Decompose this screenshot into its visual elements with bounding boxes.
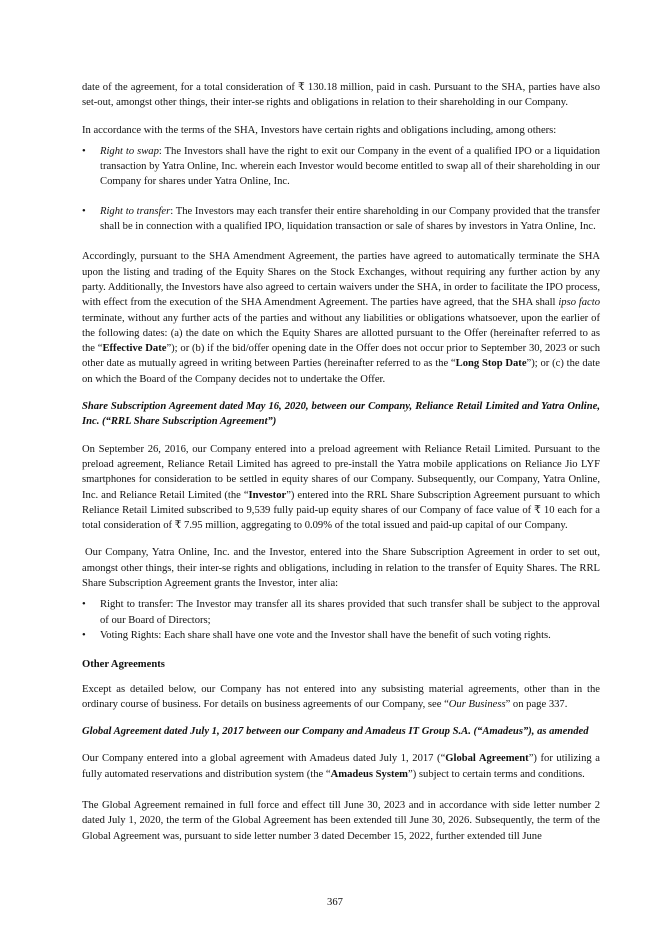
paragraph-other-agreements: Except as detailed below, our Company has not entered into any subsisting material agreements, other than in the ordinary course of business. For details on business agreements of our Company, see “Our Business” on page 337.: [82, 683, 600, 710]
long-stop-date-term: Long Stop Date: [455, 358, 527, 370]
right-label: Right to swap: [100, 145, 159, 157]
bullet-icon: •: [82, 145, 86, 157]
list-item-right-to-transfer: [82, 204, 600, 235]
paragraph-rrl-rights-intro: Our Company, Yatra Online, Inc. and the Investor, entered into the Share Subscription Agreement in order to set out, amongst other things, their inter-se rights and obligations, including in relation to the transfer of Equity Shares. The RRL Share Subscription Agreement grants the Investor, inter alia:: [82, 547, 600, 590]
page-number: 367: [327, 897, 343, 908]
rrl-rights-list: [82, 597, 600, 643]
bullet-icon: •: [82, 599, 86, 611]
heading-other-agreements: Other Agreements: [82, 659, 165, 671]
paragraph-amadeus-global-agreement: Our Company entered into a global agreement with Amadeus dated July 1, 2017 (“Global Agreement”) for utilizing a fully automated reservations and distribution system (the “Amadeus System”) subject to certain terms and conditions.: [82, 753, 600, 780]
heading-rrl-share-subscription-agreement: Share Subscription Agreement dated May 16, 2020, between our Company, Reliance Retail Limited and Yatra Online, Inc. (“RRL Share Subscription Agreement”): [82, 401, 600, 428]
list-item-rrl-right-to-transfer: • Right to transfer: The Investor may transfer all its shares provided that such transfer shall be subject to the approval of our Board of Directors;: [82, 599, 600, 626]
global-agreement-term: Global Agreement: [445, 753, 529, 765]
sha-rights-list: [82, 144, 600, 234]
ipso-facto-term: ipso facto: [558, 297, 600, 309]
investor-term: Investor: [248, 489, 287, 501]
bullet-icon: •: [82, 629, 86, 641]
list-item-rrl-voting-rights: • Voting Rights: Each share shall have one vote and the Investor shall have the benefit of such voting rights.: [82, 628, 600, 643]
right-label: Right to transfer: [100, 205, 171, 217]
bullet-icon: •: [82, 205, 86, 217]
paragraph-sha-termination: Accordingly, pursuant to the SHA Amendment Agreement, the parties have agreed to automatically terminate the SHA upon the listing and trading of the Equity Shares on the Stock Exchanges, without requiring any further action by any party. Additionally, the Investors have also agreed to certain waivers under the SHA, in order to facilitate the IPO process, with effect from the execution of the SHA Amendment Agreement. The parties have agreed, that the SHA shall ipso facto terminate, without any further acts of the parties and without any liabilities or obligations whatsoever, upon the earlier of the following dates: (a) the date on which the Equity Shares are allotted pursuant to the Offer (hereinafter referred to as the “Effective Date”); or (b) if the bid/offer opening date in the Offer does not occur prior to September 30, 2023 or such other date as mutually agreed in writing between Parties (hereinafter referred to as the “Long Stop Date”); or (c) the date on which the Board of the Company decides not to undertake the Offer.: [82, 251, 601, 385]
paragraph-global-agreement-term: The Global Agreement remained in full force and effect till June 30, 2023 and in accordance with side letter number 2 dated July 1, 2020, the term of the Global Agreement has been extended till June 30, 2026. Subsequently, the term of the Global Agreement was, pursuant to side letter number 3 dated December 15, 2022, further extended till June: [82, 799, 600, 842]
list-item-right-to-swap: [82, 144, 600, 190]
our-business-reference-link[interactable]: Our Business: [448, 698, 506, 710]
effective-date-term: Effective Date: [102, 343, 167, 355]
heading-amadeus-global-agreement: Global Agreement dated July 1, 2017 between our Company and Amadeus IT Group S.A. (“Amadeus”), as amended: [82, 726, 589, 738]
right-text: : The Investors may each transfer their entire shareholding in our Company provided that the transfer shall be in connection with a qualified IPO, liquidation transaction or sale of shares by investors in Yatra Online, Inc.: [100, 205, 601, 233]
document-page: [82, 80, 600, 856]
paragraph-rrl-preload-agreement: On September 26, 2016, our Company entered into a preload agreement with Reliance Retail Limited. Pursuant to the preload agreement, Reliance Retail Limited has agreed to pre-install the Yatra mobile applications on Reliance Jio LYF smartphones for consideration to be settled in equity shares of our Company. Subsequently, our Company, Yatra Online, Inc. and Reliance Retail Limited (the “Investor”) entered into the RRL Share Subscription Agreement pursuant to which Reliance Retail Limited subscribed to 9,539 fully paid-up equity shares of our Company of face value of ₹ 10 each for a total consideration of ₹ 7.95 million, aggregating to 0.09% of the total issued and paid-up capital of our Company.: [82, 443, 600, 532]
right-text: : The Investors shall have the right to exit our Company in the event of a qualified IPO or a liquidation transaction by Yatra Online, Inc. wherein each Investor would become entitled to swap all of their shareholding in our Company for shares under Yatra Online, Inc.: [100, 145, 600, 188]
amadeus-system-term: Amadeus System: [330, 768, 409, 780]
paragraph-sha-consideration: date of the agreement, for a total consideration of ₹ 130.18 million, paid in cash. Pursuant to the SHA, parties have also set-out, amongst other things, their inter-se rights and obligations in relation to their shareholding in our Company.: [82, 82, 600, 109]
paragraph-sha-rights-intro: In accordance with the terms of the SHA, Investors have certain rights and obligations including, among others:: [82, 124, 557, 136]
